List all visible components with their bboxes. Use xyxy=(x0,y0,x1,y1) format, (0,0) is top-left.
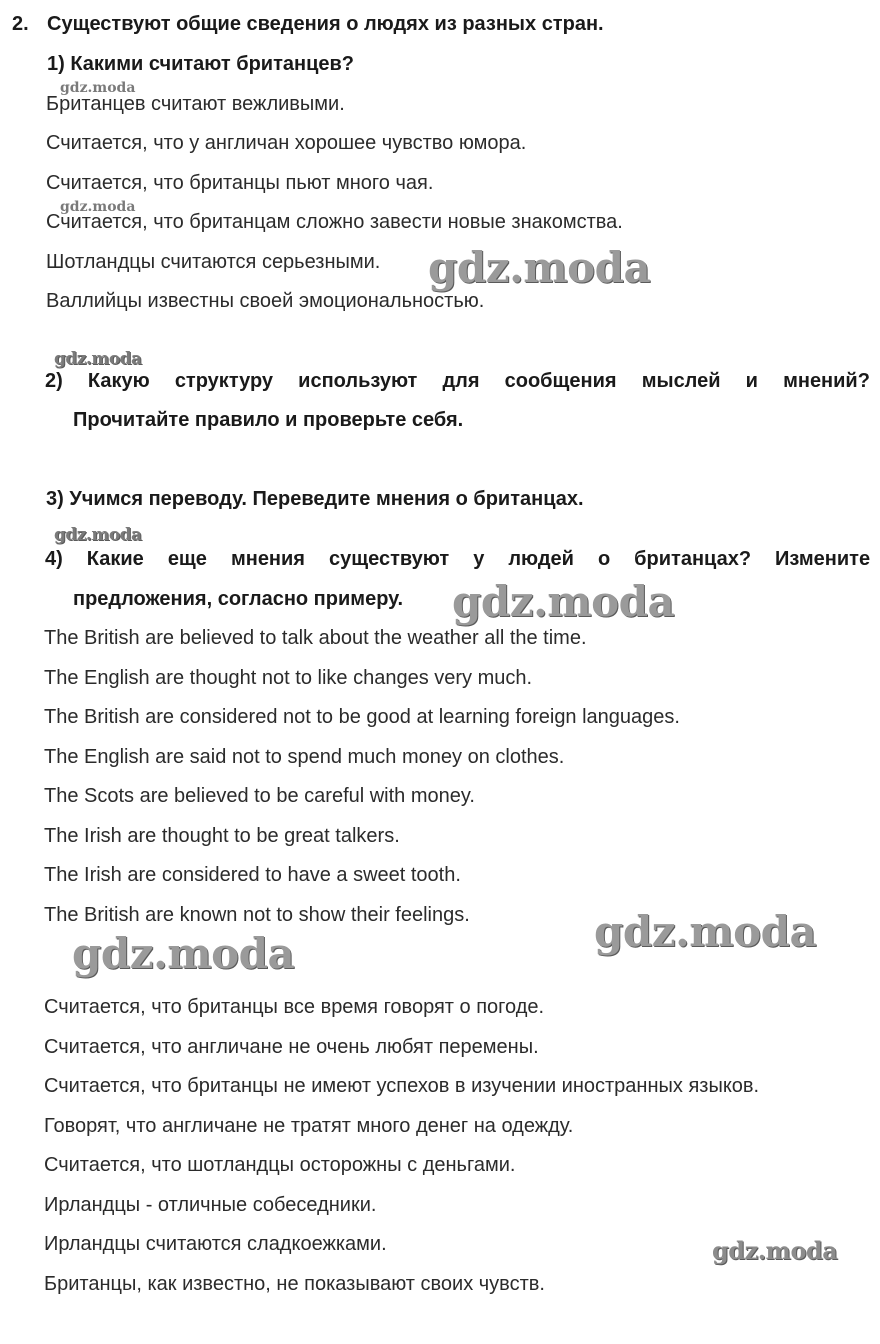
part4-heading xyxy=(45,547,870,571)
part2-heading xyxy=(45,369,870,393)
russian-line: Ирландцы считаются сладкоежками. xyxy=(44,1233,387,1255)
part1-line: Считается, что у англичан хорошее чувство юмора. xyxy=(46,132,527,154)
part1-line: Считается, что британцам сложно завести новые знакомства. xyxy=(46,211,623,233)
part3-heading: 3) Учимся переводу. Переведите мнения о британцах. xyxy=(46,488,584,510)
part2-heading-word: мыслей xyxy=(641,370,721,392)
watermark: gdz.moda xyxy=(428,243,651,292)
russian-line: Говорят, что англичане не тратят много денег на одежду. xyxy=(44,1115,574,1137)
russian-line: Считается, что британцы не имеют успехов в изучении иностранных языков. xyxy=(44,1075,760,1097)
watermark: gdz.moda xyxy=(54,349,142,369)
part1-line: Считается, что британцы пьют много чая. xyxy=(46,172,434,194)
watermark: gdz.moda xyxy=(452,577,675,626)
watermark: gdz.moda xyxy=(72,929,295,978)
part4-heading-word: Измените xyxy=(775,548,871,570)
part2-heading-word: сообщения xyxy=(504,370,617,392)
watermark: gdz.moda xyxy=(60,80,136,96)
part4-heading-word: Какие xyxy=(86,548,144,570)
part4-heading-word: о xyxy=(597,548,611,570)
part2-heading-word: 2) xyxy=(45,370,63,392)
english-line: The British are considered not to be good at learning foreign languages. xyxy=(44,706,680,728)
part2-heading-word: используют xyxy=(298,370,418,392)
russian-line: Ирландцы - отличные собеседники. xyxy=(44,1194,377,1216)
part2-heading-word: Какую xyxy=(87,370,150,392)
watermark: gdz.moda xyxy=(594,907,817,956)
part4-heading-word: 4) xyxy=(45,548,63,570)
part1-line: Шотландцы считаются серьезными. xyxy=(46,251,381,273)
part4-heading-word: британцах? xyxy=(634,548,752,570)
russian-line: Считается, что британцы все время говорят о погоде. xyxy=(44,996,545,1018)
part4-heading-word: у xyxy=(473,548,485,570)
russian-line: Считается, что шотландцы осторожны с деньгами. xyxy=(44,1154,516,1176)
watermark: gdz.moda xyxy=(54,525,142,545)
watermark: gdz.moda xyxy=(712,1236,838,1265)
russian-line: Считается, что англичане не очень любят перемены. xyxy=(44,1036,539,1058)
english-line: The English are said not to spend much money on clothes. xyxy=(44,746,565,768)
part2-heading-continued: Прочитайте правило и проверьте себя. xyxy=(73,409,464,431)
part4-heading-continued: предложения, согласно примеру. xyxy=(73,588,404,610)
part4-heading-word: существуют xyxy=(328,548,450,570)
english-line: The Scots are believed to be careful with money. xyxy=(44,785,475,807)
part4-heading-word: людей xyxy=(508,548,574,570)
part2-heading-word: для xyxy=(442,370,480,392)
part2-heading-word: и xyxy=(745,370,758,392)
part1-heading: 1) Какими считают британцев? xyxy=(47,53,355,75)
russian-line: Британцы, как известно, не показывают своих чувств. xyxy=(44,1273,545,1295)
part2-heading-word: структуру xyxy=(174,370,274,392)
english-line: The Irish are thought to be great talkers. xyxy=(44,825,400,847)
part2-heading-word: мнений? xyxy=(783,370,870,392)
english-line: The English are thought not to like changes very much. xyxy=(44,667,533,689)
english-line: The British are believed to talk about the weather all the time. xyxy=(44,627,587,649)
task-title: Существуют общие сведения о людях из разных стран. xyxy=(47,13,604,35)
task-number: 2. xyxy=(12,13,29,35)
english-line: The British are known not to show their feelings. xyxy=(44,904,470,926)
english-line: The Irish are considered to have a sweet tooth. xyxy=(44,864,461,886)
part4-heading-word: мнения xyxy=(230,548,305,570)
part1-line: Британцев считают вежливыми. xyxy=(46,93,345,115)
part4-heading-word: еще xyxy=(167,548,207,570)
part1-line: Валлийцы известны своей эмоциональностью. xyxy=(46,290,485,312)
watermark: gdz.moda xyxy=(60,199,136,215)
